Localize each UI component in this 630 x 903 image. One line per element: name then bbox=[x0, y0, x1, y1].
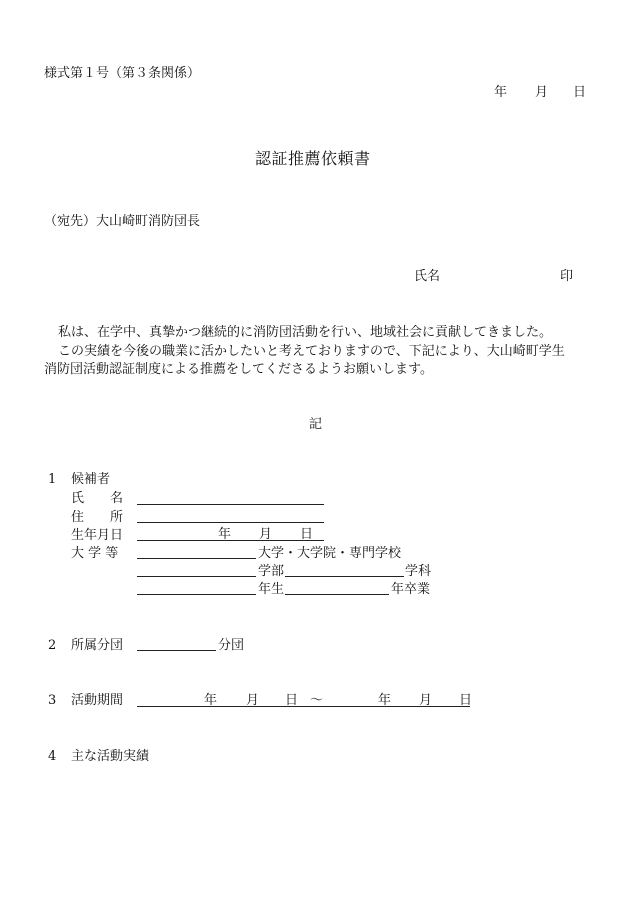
period-start-year: 年 bbox=[204, 693, 218, 708]
section-2-number: 2 bbox=[48, 638, 57, 653]
section-3-number: 3 bbox=[48, 693, 57, 708]
period-end-year: 年 bbox=[378, 693, 392, 708]
university-label: 大 学 等 bbox=[71, 546, 119, 561]
section-1-number: 1 bbox=[48, 472, 57, 487]
section-4-number: 4 bbox=[48, 749, 57, 764]
graduation-year-field-line[interactable] bbox=[285, 579, 389, 595]
form-number: 様式第１号（第３条関係） bbox=[44, 66, 201, 81]
period-end-day: 日 bbox=[459, 693, 473, 708]
birth-day-label: 日 bbox=[300, 527, 314, 542]
department-field-line[interactable] bbox=[285, 561, 404, 577]
period-start-day: 日 bbox=[285, 693, 299, 708]
university-name-field-line[interactable] bbox=[137, 543, 256, 559]
section-4-label: 主な活動実績 bbox=[71, 749, 150, 764]
period-start-month: 月 bbox=[246, 693, 260, 708]
birth-year-label: 年 bbox=[218, 527, 232, 542]
page-title: 認証推薦依頼書 bbox=[255, 149, 371, 168]
faculty-field-line[interactable] bbox=[137, 561, 256, 577]
grade-field-line[interactable] bbox=[137, 579, 256, 595]
signature-name-label: 氏名 bbox=[414, 269, 441, 284]
faculty-label: 学部 bbox=[258, 564, 285, 579]
address-field-line[interactable] bbox=[137, 507, 324, 523]
date-month-label: 月 bbox=[535, 85, 549, 100]
date-year-label: 年 bbox=[494, 85, 508, 100]
birth-month-label: 月 bbox=[259, 527, 273, 542]
section-3-label: 活動期間 bbox=[71, 693, 124, 708]
address-label: 住 所 bbox=[71, 510, 124, 525]
section-2-label: 所属分団 bbox=[71, 638, 124, 653]
body-paragraph-1: 私は、在学中、真摯かつ継続的に消防団活動を行い、地域社会に貢献してきました。 bbox=[58, 325, 553, 340]
branch-field-line[interactable] bbox=[137, 635, 216, 651]
grade-label: 年生 bbox=[258, 582, 285, 597]
section-1-label: 候補者 bbox=[71, 472, 111, 487]
graduation-label: 年卒業 bbox=[391, 582, 431, 597]
branch-suffix: 分団 bbox=[218, 638, 245, 653]
ki-heading: 記 bbox=[309, 417, 323, 432]
addressee: （宛先）大山崎町消防団長 bbox=[44, 214, 201, 229]
period-tilde: ～ bbox=[310, 693, 324, 708]
birthdate-label: 生年月日 bbox=[71, 528, 124, 543]
department-label: 学科 bbox=[405, 564, 432, 579]
date-day-label: 日 bbox=[573, 85, 587, 100]
body-paragraph-2-line-2: 消防団活動認証制度による推薦をしてくださるようお願いします。 bbox=[44, 362, 433, 377]
body-paragraph-2-line-1: この実績を今後の職業に活かしたいと考えておりますので、下記により、大山崎町学生 bbox=[58, 344, 565, 359]
name-field-line[interactable] bbox=[137, 489, 324, 505]
name-label: 氏 名 bbox=[71, 491, 124, 506]
seal-mark: 印 bbox=[560, 269, 574, 284]
period-end-month: 月 bbox=[419, 693, 433, 708]
university-type-label: 大学・大学院・専門学校 bbox=[258, 546, 402, 561]
